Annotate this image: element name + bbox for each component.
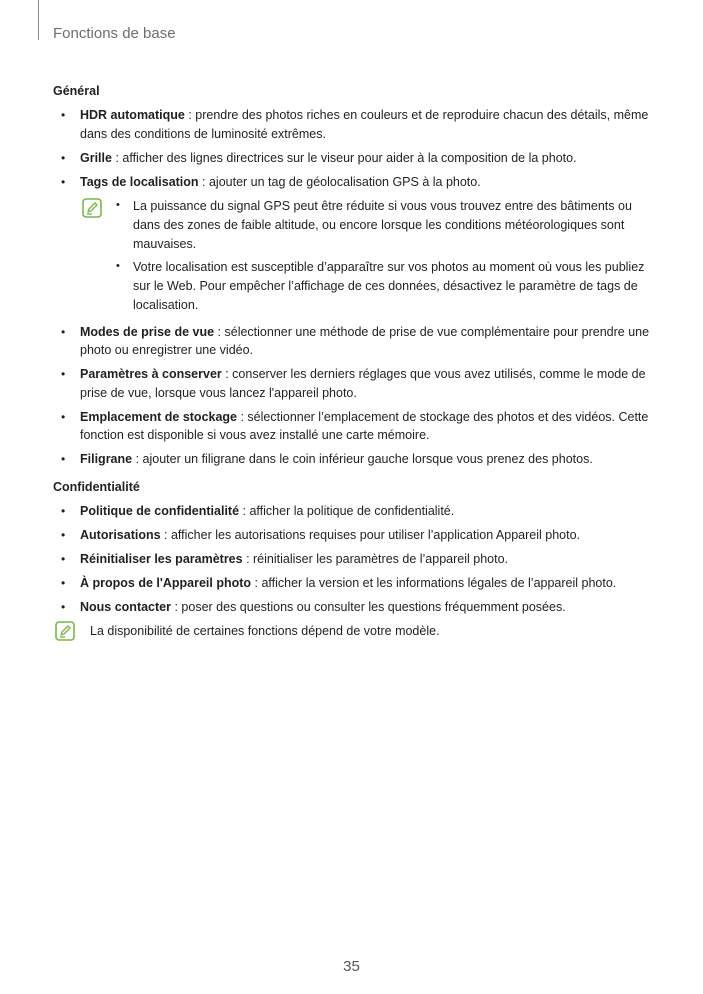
list-item — [53, 502, 653, 521]
list-item — [53, 598, 653, 617]
item-desc: : poser des questions ou consulter les questions fréquemment posées. — [171, 599, 566, 614]
bullet-icon: • — [61, 174, 66, 189]
item-term: Autorisations — [80, 527, 161, 542]
note-item: • Votre localisation est susceptible d’apparaître sur vos photos au moment où vous les publiez sur le Web. Pour empêcher l’affichage de ces données, désactivez le paramètre de tags de localisation. — [133, 258, 653, 315]
item-desc: : conserver les derniers réglages que vous avez utilisés, comme le mode de prise de vue, lorsque vous lancez l'appareil photo. — [80, 367, 646, 400]
item-term: Emplacement de stockage — [80, 409, 238, 424]
item-desc: : ajouter un filigrane dans le coin inférieur gauche lorsque vous prenez des photos. — [132, 452, 593, 466]
page-header: Fonctions de base — [53, 25, 176, 42]
list-item — [53, 574, 653, 593]
bullet-icon: • — [61, 527, 66, 542]
item-desc: : afficher des lignes directrices sur le viseur pour aider à la composition de la photo. — [111, 150, 577, 165]
item-desc: : sélectionner l’emplacement de stockage des photos et des vidéos. Cette fonction est disponible si vous avez installé une carte mémoire. — [80, 409, 649, 442]
bullet-icon: • — [61, 324, 66, 339]
list-item — [53, 526, 653, 545]
note-list — [116, 197, 653, 315]
bullet-icon: • — [116, 259, 120, 272]
general-list — [53, 106, 653, 191]
item-term: Tags de localisation — [80, 174, 199, 189]
item-desc: : prendre des photos riches en couleurs et de reproduire chacun des détails, même dans des conditions de luminosité extrêmes. — [80, 108, 649, 141]
list-item — [53, 323, 653, 360]
list-item — [53, 173, 653, 192]
bullet-icon: • — [116, 198, 120, 211]
item-term: Politique de confidentialité — [80, 503, 240, 518]
item-term: Paramètres à conserver — [80, 367, 222, 381]
note-pencil-icon — [82, 198, 102, 218]
bullet-icon: • — [61, 150, 66, 165]
bullet-icon: • — [61, 452, 66, 466]
item-desc: : afficher les autorisations requises pour utiliser l’application Appareil photo. — [160, 527, 581, 542]
availability-note — [53, 622, 653, 640]
bullet-icon: • — [61, 409, 66, 424]
list-item — [53, 450, 653, 469]
availability-note-text: La disponibilité de certaines fonctions dépend de votre modèle. — [90, 623, 440, 638]
bullet-icon: • — [61, 575, 66, 590]
bullet-icon: • — [61, 551, 66, 566]
list-item — [53, 365, 653, 402]
list-item — [53, 550, 653, 569]
main-content — [53, 82, 653, 640]
item-desc: : afficher la version et les informations légales de l’appareil photo. — [251, 575, 617, 590]
bullet-icon: • — [61, 599, 66, 614]
item-desc: : sélectionner une méthode de prise de vue complémentaire pour prendre une photo ou enregistrer une vidéo. — [80, 324, 650, 357]
bullet-icon: • — [61, 108, 66, 122]
general-list-continued — [53, 323, 653, 469]
item-term: Filigrane — [80, 452, 133, 466]
bullet-icon: • — [61, 503, 66, 518]
item-term: Modes de prise de vue — [80, 324, 215, 339]
page-number: 35 — [343, 958, 360, 975]
item-desc: : réinitialiser les paramètres de l’appareil photo. — [242, 551, 509, 566]
item-term: HDR automatique — [80, 108, 185, 122]
gps-note — [53, 197, 653, 315]
header-rule — [38, 0, 39, 40]
item-term: Réinitialiser les paramètres — [80, 551, 243, 566]
section-heading-general: Général — [53, 84, 100, 98]
section-heading-privacy: Confidentialité — [53, 479, 140, 494]
item-desc: : afficher la politique de confidentialité. — [239, 503, 455, 518]
list-item — [53, 408, 653, 445]
note-item: • La puissance du signal GPS peut être réduite si vous vous trouvez entre des bâtiments ou dans des zones de faible altitude, ou encore lorsque les conditions météorologiques sont mauvaises. — [133, 197, 653, 254]
item-term: Grille — [80, 150, 112, 165]
list-item — [53, 106, 653, 143]
note-pencil-icon — [55, 621, 75, 641]
privacy-list — [53, 502, 653, 617]
list-item — [53, 149, 653, 168]
item-term: Nous contacter — [80, 599, 171, 614]
bullet-icon: • — [61, 367, 66, 381]
item-desc: : ajouter un tag de géolocalisation GPS à la photo. — [198, 174, 481, 189]
item-term: À propos de l'Appareil photo — [80, 575, 252, 590]
